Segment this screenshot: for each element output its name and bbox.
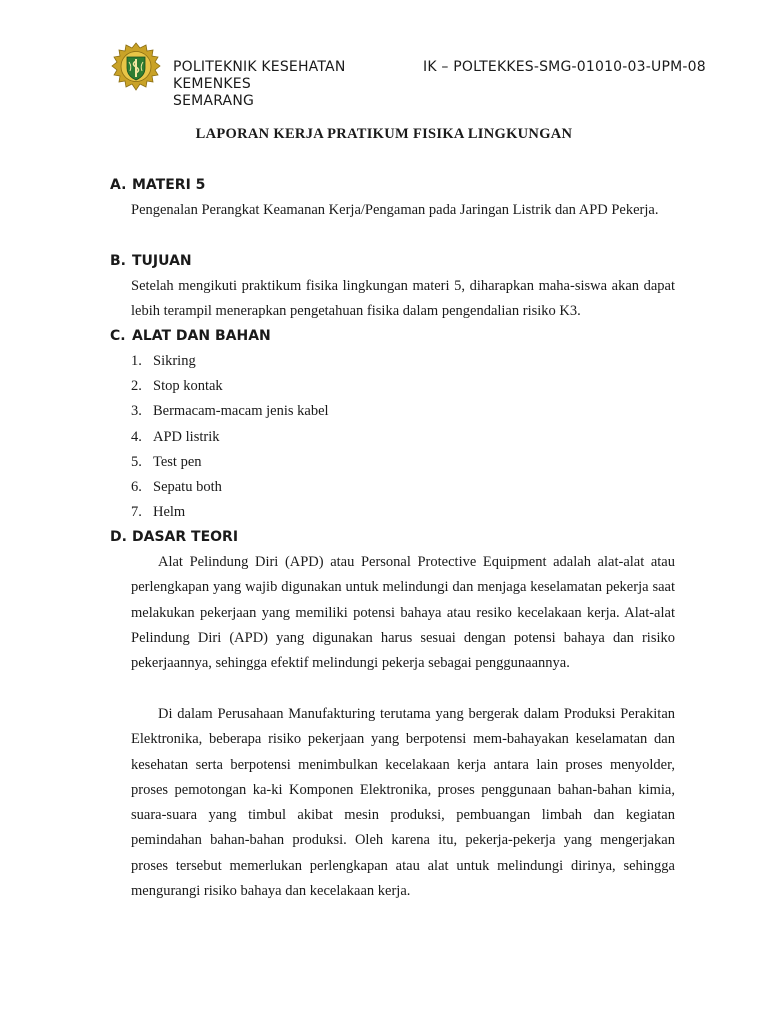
section-b-body: Setelah mengikuti praktikum fisika lingkungan materi 5, diharapkan maha-siswa akan dapat lebih terampil menerapkan pengetahuan fisika dalam pengendalian risiko K3. <box>131 278 675 320</box>
institution-emblem-icon <box>110 42 162 92</box>
section-letter: B. <box>110 253 126 269</box>
list-number: 2. <box>131 378 142 394</box>
list-text: Test pen <box>153 454 202 470</box>
list-number: 1. <box>131 353 142 369</box>
section-title: ALAT DAN BAHAN <box>132 328 271 344</box>
section-a-body: Pengenalan Perangkat Keamanan Kerja/Pengaman pada Jaringan Listrik dan APD Pekerja. <box>131 202 659 218</box>
list-number: 3. <box>131 403 142 419</box>
institution-line-3: SEMARANG <box>173 93 255 109</box>
institution-line-1: POLITEKNIK KESEHATAN <box>173 59 346 75</box>
list-number: 4. <box>131 429 142 445</box>
list-text: Stop kontak <box>153 378 223 394</box>
section-title: DASAR TEORI <box>132 529 239 545</box>
list-text: APD listrik <box>153 429 220 445</box>
section-letter: A. <box>110 177 127 193</box>
section-title: TUJUAN <box>132 253 192 269</box>
document-title: LAPORAN KERJA PRATIKUM FISIKA LINGKUNGAN <box>195 126 573 142</box>
section-letter: D. <box>110 529 127 545</box>
list-number: 5. <box>131 454 142 470</box>
section-d-paragraph-2: Di dalam Perusahaan Manufakturing terutama yang bergerak dalam Produksi Perakitan Elektronika, beberapa risiko pekerjaan yang berpotensi mem-bahayakan keselamatan dan kesehatan serta berpotensi menimbulkan kecelakaan kerja antara lain proses menyolder, proses pemotongan ka-ki Komponen Elektronika, proses penggunaan bahan-bahan kimia, suara-suara yang timbul akibat mesin produksi, pembuangan limbah dan kegiatan pemindahan bahan-bahan produksi. Oleh karena itu, pekerja-pekerja yang mengerjakan proses tersebut memerlukan perlengkapan atau alat untuk melindungi dirinya, sehingga mengurangi risiko bahaya dan kecelakaan kerja. <box>131 706 675 900</box>
list-text: Sepatu both <box>153 479 222 495</box>
list-number: 6. <box>131 479 142 495</box>
list-text: Sikring <box>153 353 196 369</box>
section-d-paragraph-1: Alat Pelindung Diri (APD) atau Personal Protective Equipment adalah alat-alat atau perlengkapan yang wajib digunakan untuk melindungi dan menjaga keselamatan pekerja saat melakukan pekerjaan yang memiliki potensi bahaya atau resiko kecelakaan kerja. Alat-alat Pelindung Diri (APD) yang digunakan harus sesuai dengan potensi bahaya dan risiko pekerjaannya, sehingga efektif melindungi pekerja sebagai penggunaannya. <box>131 554 675 672</box>
list-text: Helm <box>153 504 186 520</box>
institution-name <box>173 59 403 110</box>
list-number: 7. <box>131 504 142 520</box>
institution-line-2: KEMENKES <box>173 76 251 92</box>
section-title: MATERI 5 <box>132 177 206 193</box>
section-letter: C. <box>110 328 126 344</box>
document-code: IK – POLTEKKES-SMG-01010-03-UPM-08 <box>423 59 706 75</box>
list-text: Bermacam-macam jenis kabel <box>153 403 329 419</box>
